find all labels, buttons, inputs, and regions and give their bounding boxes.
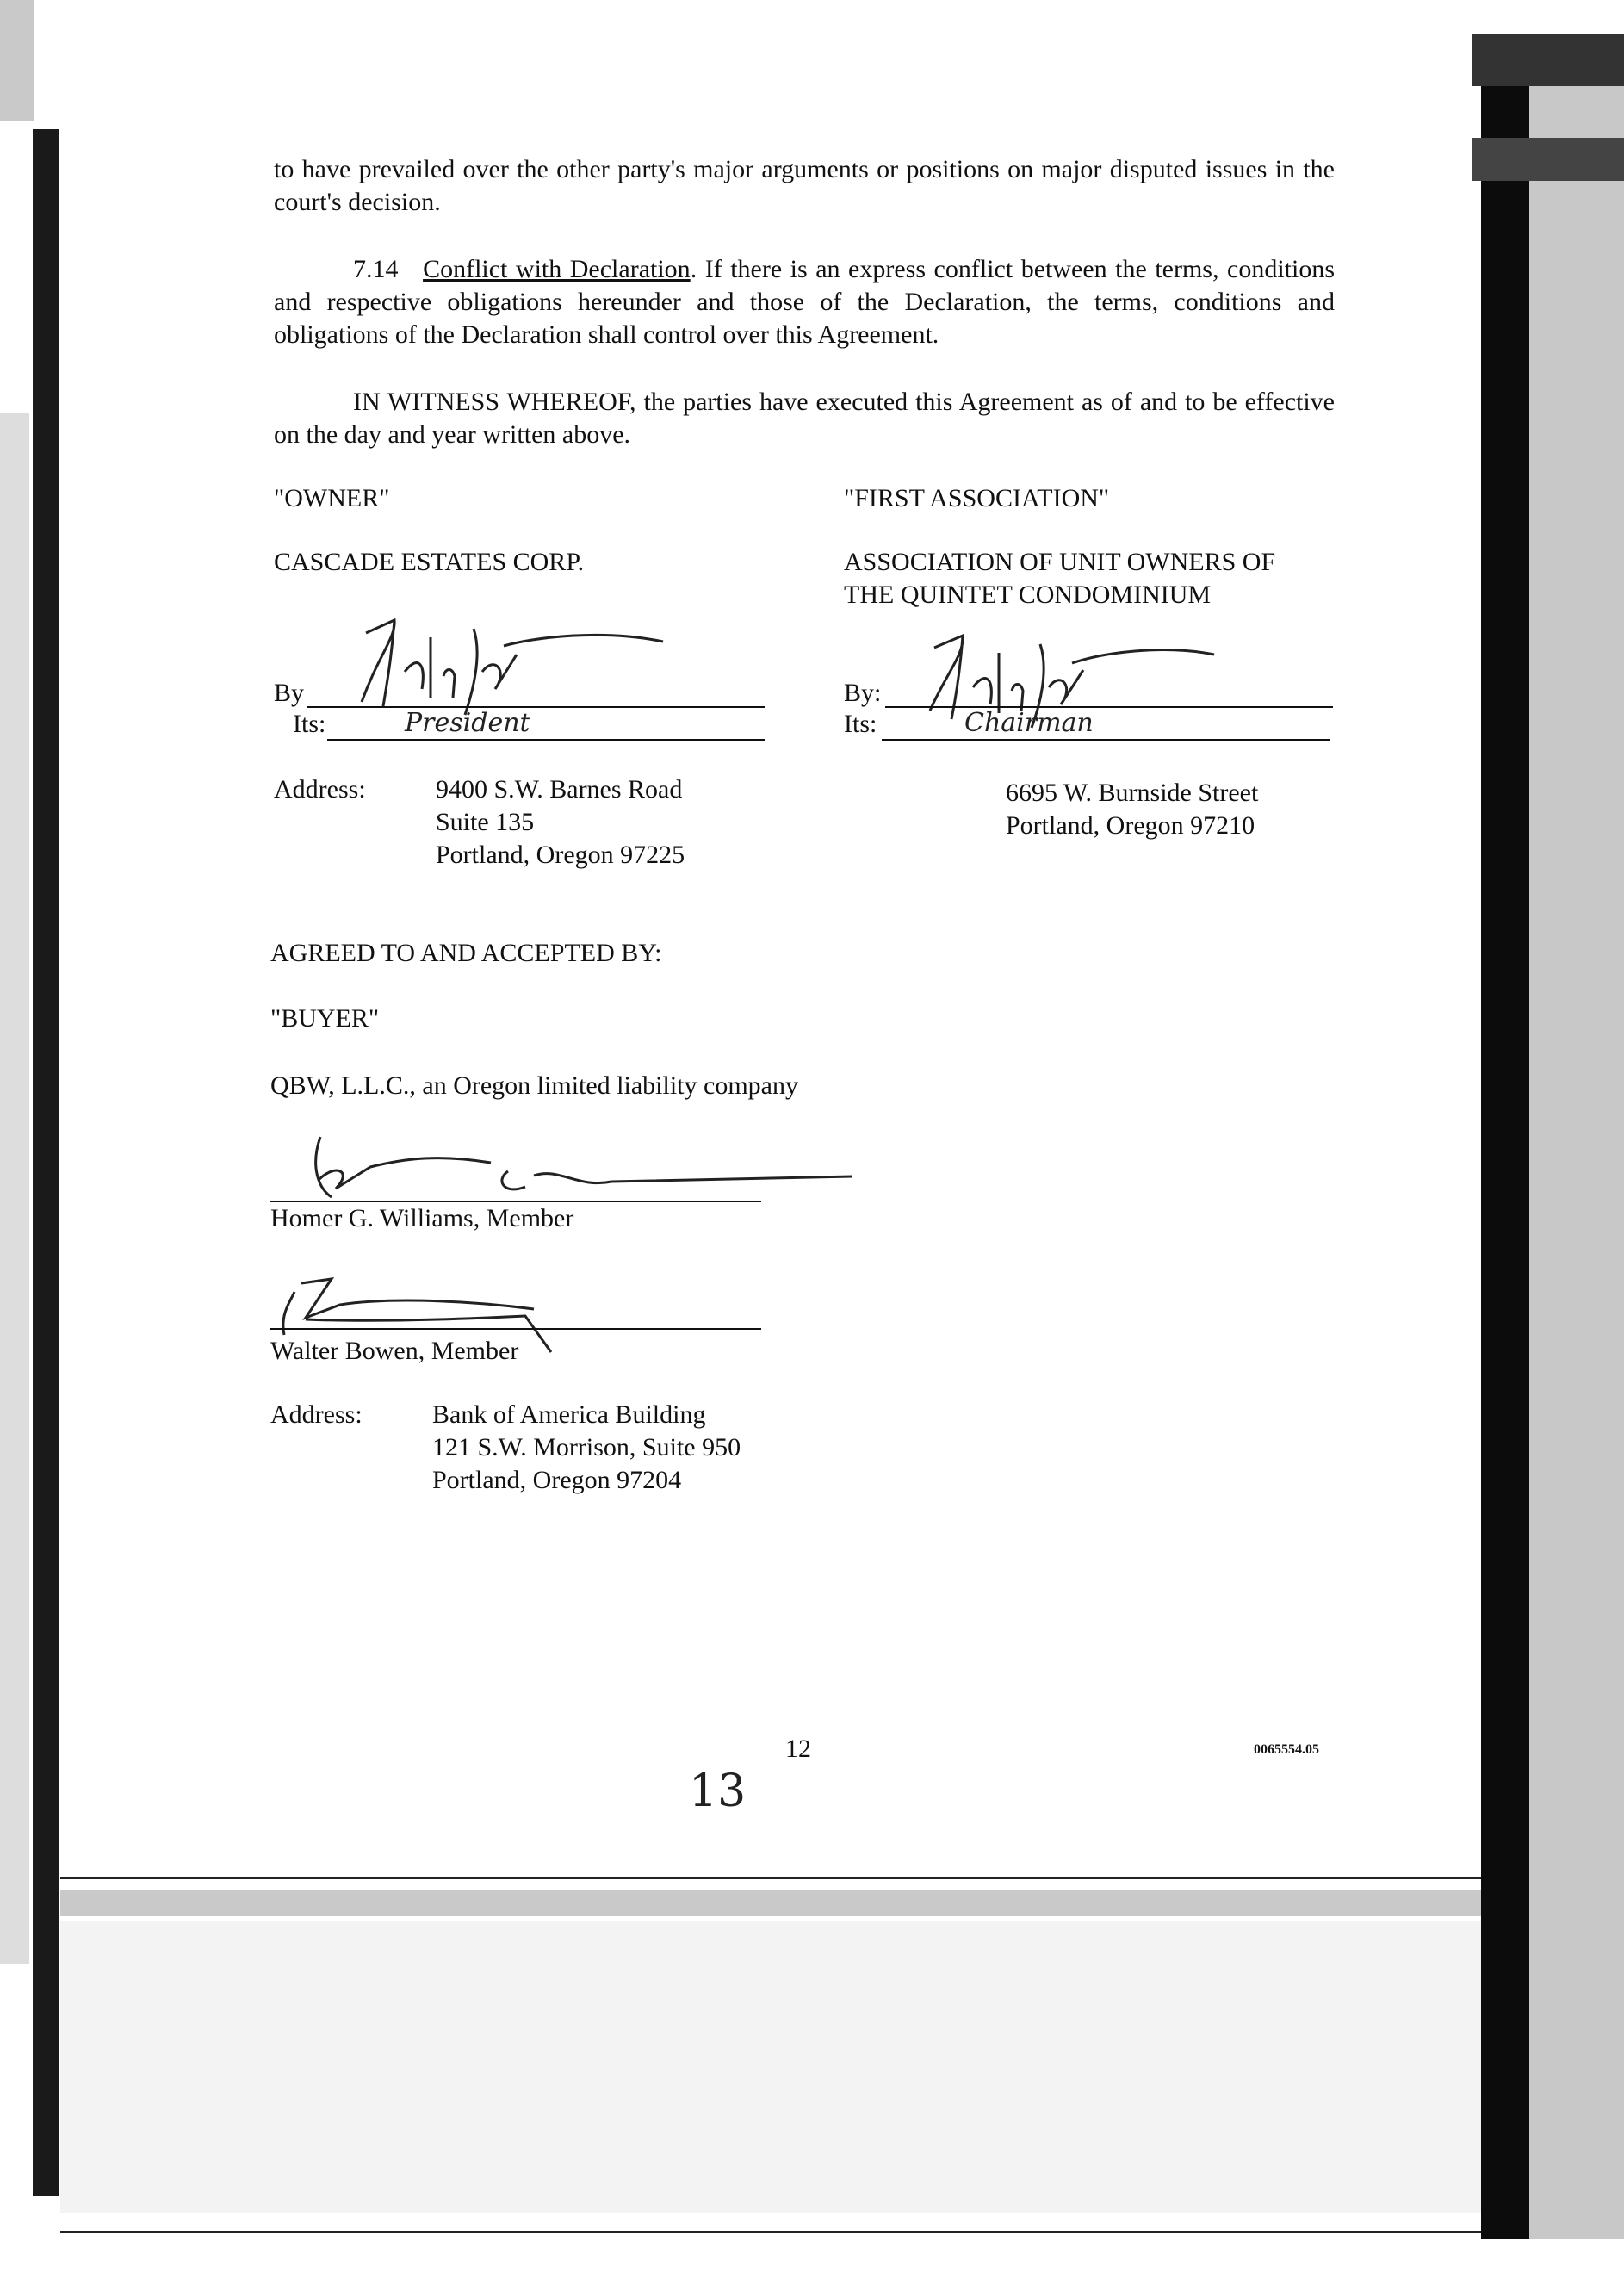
owner-its-handwritten: President <box>405 708 530 738</box>
continued-paragraph: to have prevailed over the other party's major arguments or positions on major disputed issues in the court's decision. <box>274 155 1335 216</box>
buyer-signer1-name: Homer G. Williams, Member <box>270 1204 574 1232</box>
buyer-accepted-heading: AGREED TO AND ACCEPTED BY: <box>270 939 662 967</box>
page-number: 12 <box>785 1735 811 1763</box>
owner-role: "OWNER" <box>274 484 390 512</box>
owner-by-line <box>307 706 765 708</box>
buyer-signer2-line <box>270 1328 761 1330</box>
buyer-address-line3: Portland, Oregon 97204 <box>432 1466 682 1494</box>
association-its-line <box>882 739 1330 741</box>
association-by-label: By: <box>844 679 882 707</box>
section-body: . If there is an express conflict between the terms, conditions and respective obligations hereunder and those of the Declaration, the terms, conditions and obligations of the Declaration shall control over this Agreement. <box>274 255 1335 349</box>
association-by-line <box>885 706 1333 708</box>
witness-clause: IN WITNESS WHEREOF, the parties have executed this Agreement as of and to be effective on the day and year written above. <box>274 388 1335 449</box>
association-its-handwritten: Chairman <box>964 708 1094 738</box>
association-name-line2: THE QUINTET CONDOMINIUM <box>844 580 1212 609</box>
association-name-line1: ASSOCIATION OF UNIT OWNERS OF <box>844 548 1276 576</box>
buyer-address-label: Address: <box>270 1400 363 1429</box>
buyer-signer2-name: Walter Bowen, Member <box>270 1337 519 1365</box>
association-address-line1: 6695 W. Burnside Street <box>1006 779 1259 807</box>
owner-its-line <box>327 739 765 741</box>
buyer-address-line1: Bank of America Building <box>432 1400 706 1429</box>
buyer-role: "BUYER" <box>270 1004 380 1033</box>
owner-address-line3: Portland, Oregon 97225 <box>436 841 685 869</box>
section-title: Conflict with Declaration <box>423 255 691 283</box>
owner-address-line2: Suite 135 <box>436 808 535 836</box>
document-code: 0065554.05 <box>1254 1742 1319 1757</box>
section-number: 7.14 <box>353 255 399 283</box>
buyer-name: QBW, L.L.C., an Oregon limited liability company <box>270 1071 798 1100</box>
handwritten-page-number: 13 <box>689 1766 747 1817</box>
buyer-address-line2: 121 S.W. Morrison, Suite 950 <box>432 1433 741 1462</box>
owner-its-label: Its: <box>293 710 326 738</box>
association-its-label: Its: <box>844 710 877 738</box>
owner-name: CASCADE ESTATES CORP. <box>274 548 585 576</box>
association-address-line2: Portland, Oregon 97210 <box>1006 811 1255 840</box>
owner-address-label: Address: <box>274 775 366 804</box>
association-role: "FIRST ASSOCIATION" <box>844 484 1110 512</box>
owner-address-line1: 9400 S.W. Barnes Road <box>436 775 683 804</box>
section-7-14 <box>274 253 1335 351</box>
owner-by-label: By <box>274 679 305 707</box>
